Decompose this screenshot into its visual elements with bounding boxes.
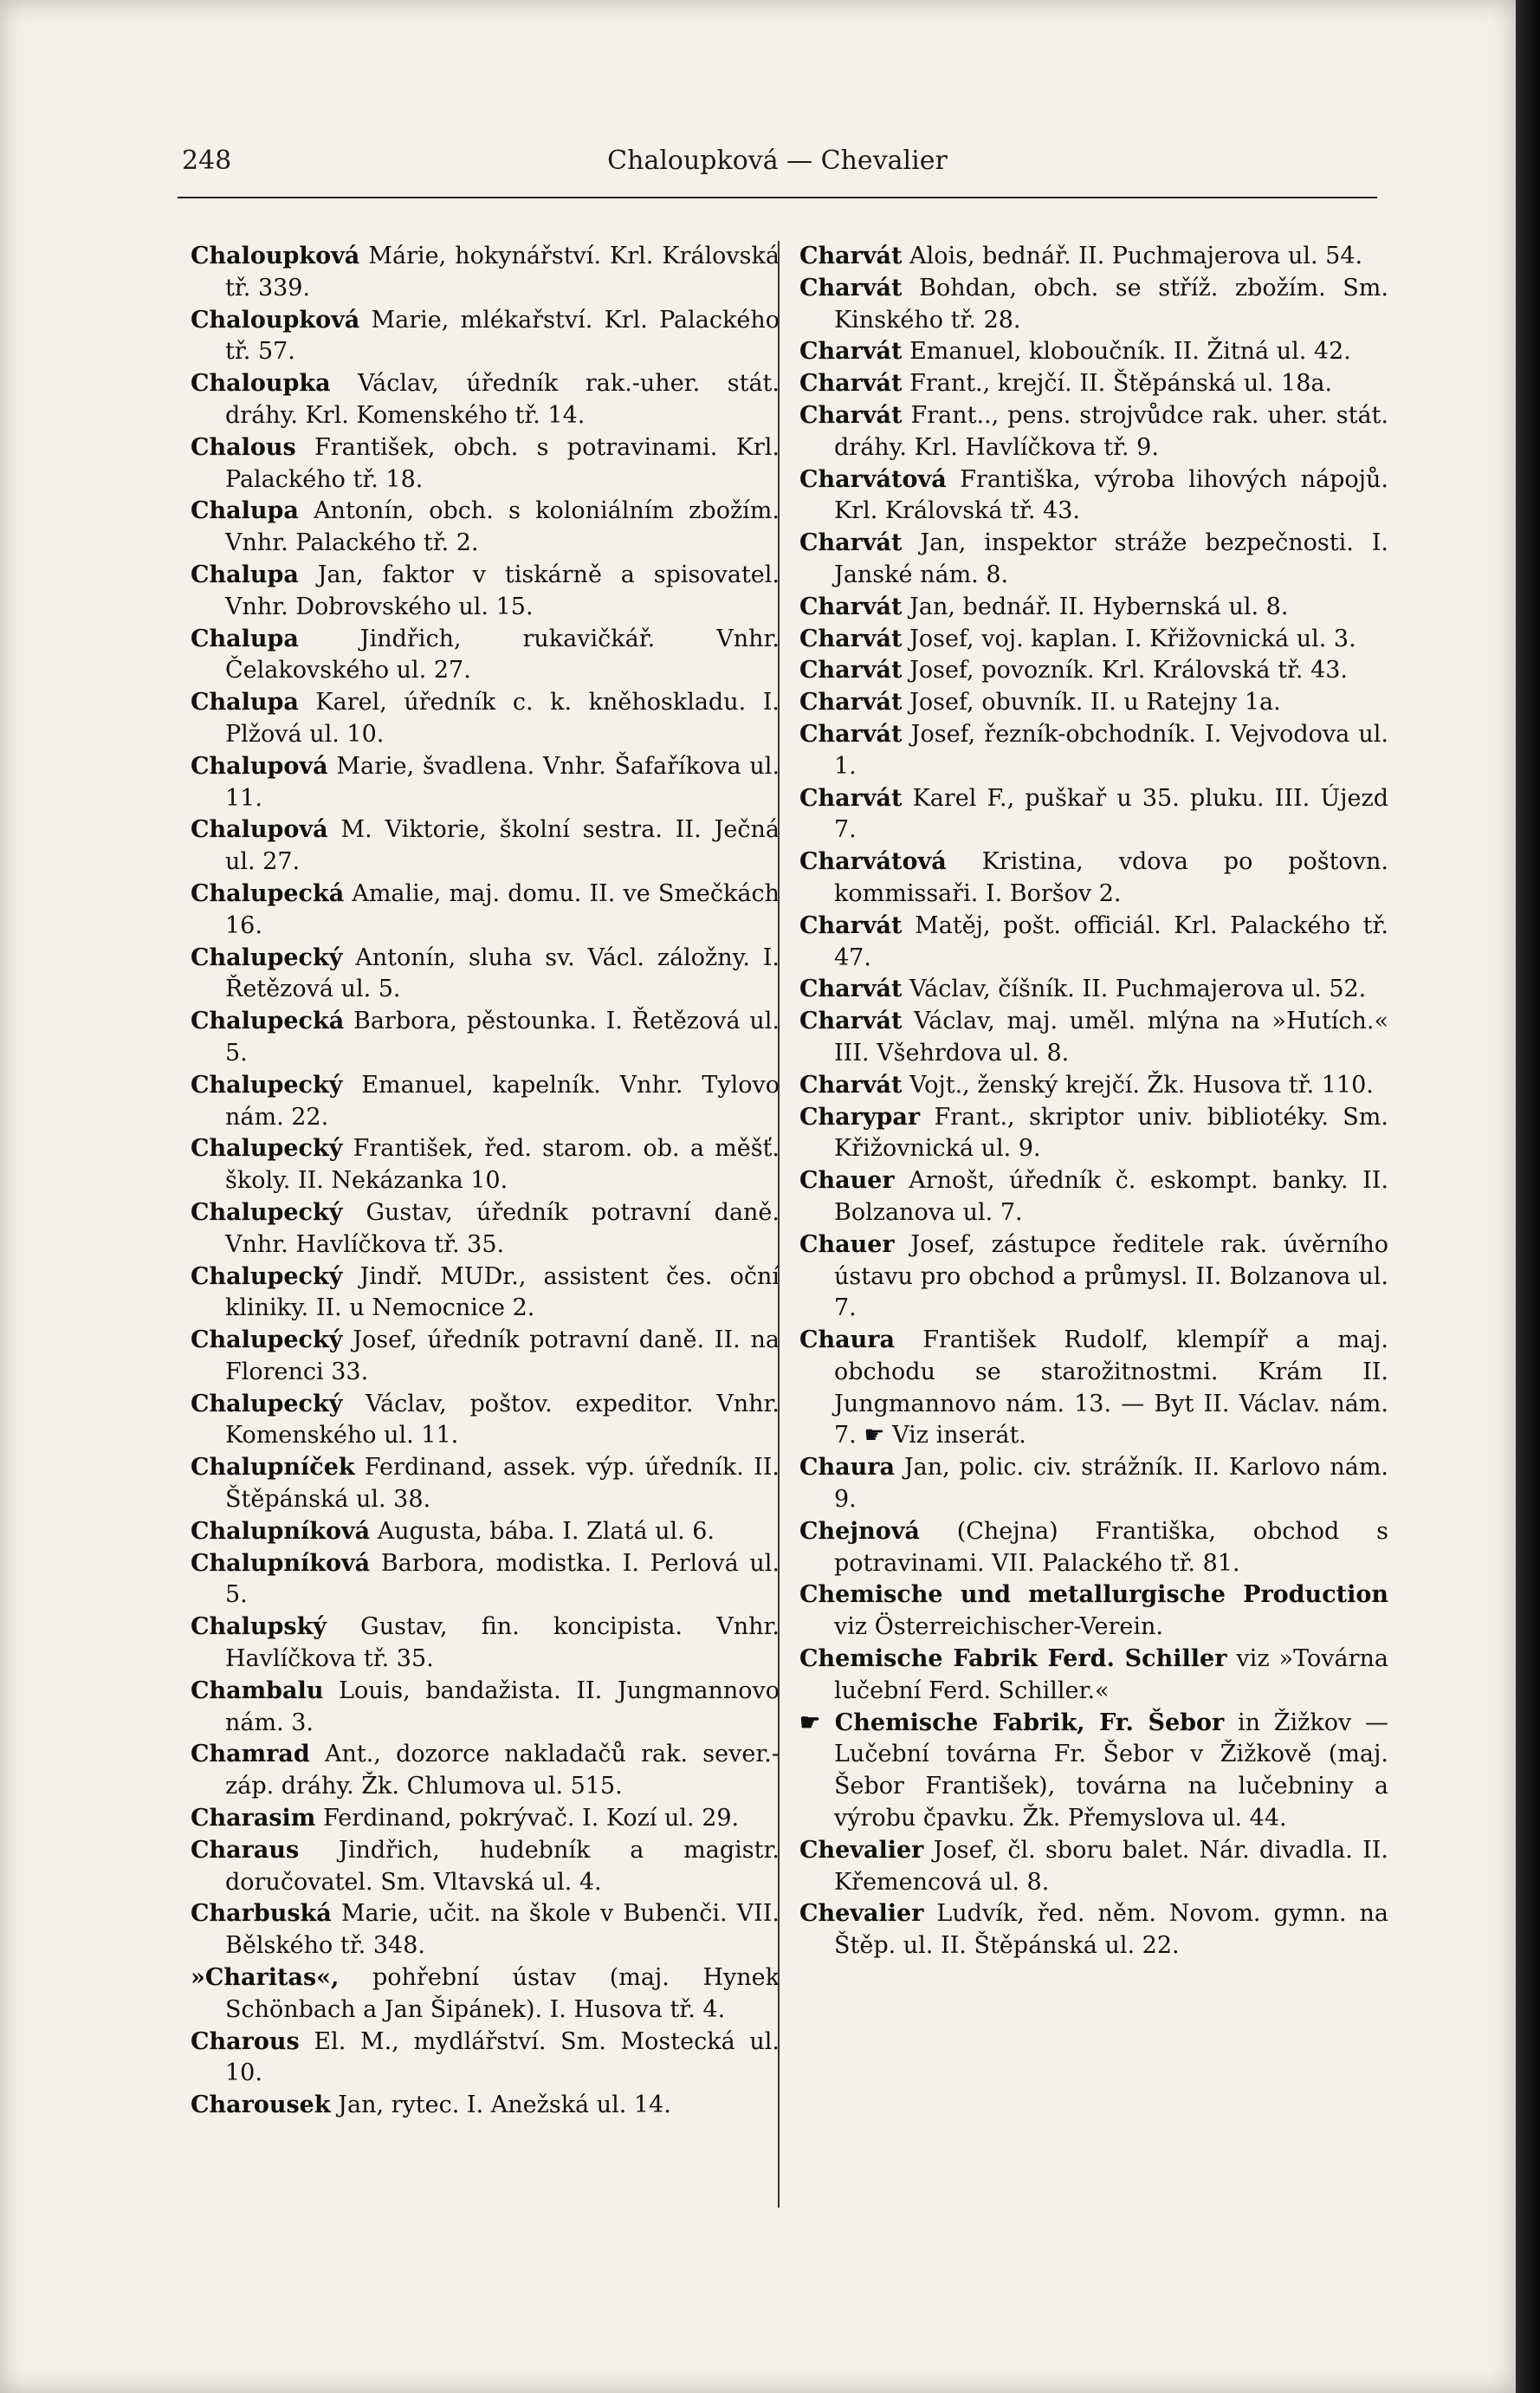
directory-entry	[191, 1452, 780, 1516]
entry-name: Charvát	[799, 529, 903, 557]
directory-entry	[191, 624, 780, 688]
directory-entry	[191, 1739, 780, 1803]
entry-details: Josef, obuvník. II. u Ratejny 1a.	[902, 689, 1281, 717]
entry-name: Chalupecká	[191, 879, 345, 907]
entry-name: Chauer	[799, 1167, 895, 1195]
entry-details: Frant.., pens. strojvůdce rak. uher. stát. dráhy. Krl. Havlíčkova tř. 9.	[834, 401, 1388, 461]
entry-name: Chevalier	[799, 1836, 924, 1864]
entry-name: Chalupecký	[191, 1198, 343, 1226]
entry-details: Josef, zástupce ředitele rak. úvěrního ústavu pro obchod a průmysl. II. Bolzanova ul. 7.	[834, 1230, 1388, 1322]
entry-details: Augusta, bába. I. Zlatá ul. 6.	[370, 1517, 715, 1545]
entry-name: Charaus	[191, 1836, 300, 1864]
entry-name: Chambalu	[191, 1676, 324, 1704]
entry-name: Charousek	[191, 2091, 331, 2119]
entry-details: Marie, mlékařství. Krl. Palackého tř. 57.	[225, 306, 780, 366]
entry-name: Chalupa	[191, 497, 299, 525]
directory-entry	[799, 273, 1388, 337]
page-header	[182, 146, 1373, 191]
entry-name: Chalupecký	[191, 1390, 343, 1417]
directory-entry	[191, 368, 780, 432]
entry-details: Vojt., ženský krejčí. Žk. Husova tř. 110.	[902, 1071, 1374, 1099]
entry-details: Antonín, sluha sv. Václ. záložny. I. Řetězová ul. 5.	[225, 944, 780, 1003]
entry-details: Matěj, pošt. officiál. Krl. Palackého tř. 47.	[834, 911, 1388, 971]
entry-details: Antonín, obch. s koloniálním zbožím. Vnhr. Palackého tř. 2.	[225, 497, 780, 557]
directory-entry	[799, 1644, 1388, 1708]
entry-name: Charvát	[799, 338, 903, 366]
book-gutter-edge	[1516, 0, 1540, 2393]
entry-name: Chalupecký	[191, 1326, 343, 1354]
entry-details: Josef, voj. kaplan. I. Křižovnická ul. 3.	[902, 625, 1356, 652]
entry-details: Karel, úředník c. k. kněhoskladu. I. Plžová ul. 10.	[225, 689, 780, 748]
entry-name: Chalupa	[191, 561, 299, 588]
entry-details: El. M., mydlářství. Sm. Mostecká ul. 10.	[225, 2027, 780, 2087]
entry-details: Ludvík, řed. něm. Novom. gymn. na Štěp. ul. II. Štěpánská ul. 22.	[834, 1900, 1388, 1960]
entry-details: M. Viktorie, školní sestra. II. Ječná ul. 27.	[225, 816, 780, 876]
entry-name: Charvát	[799, 625, 903, 652]
directory-entry	[191, 687, 780, 751]
entry-details: Josef, úředník potravní daně. II. na Florenci 33.	[225, 1326, 780, 1385]
entry-name: Chalupníková	[191, 1549, 371, 1577]
entry-name: Chalupa	[191, 689, 299, 717]
directory-entry	[191, 305, 780, 369]
directory-entry	[799, 974, 1388, 1006]
directory-entry	[191, 1261, 780, 1326]
directory-entry	[799, 464, 1388, 529]
directory-entry	[799, 783, 1388, 847]
pointing-hand-icon: ☛	[799, 1709, 835, 1736]
entry-details: Barbora, pěstounka. I. Řetězová ul. 5.	[225, 1008, 780, 1067]
entry-details: Amalie, maj. domu. II. ve Smečkách 16.	[225, 879, 780, 939]
directory-entry	[799, 1325, 1388, 1452]
entry-details: pohřební ústav (maj. Hynek Schönbach a Jan Šipánek). I. Husova tř. 4.	[225, 1964, 780, 2023]
entry-details: Jindřich, rukavičkář. Vnhr. Čelakovského ul. 27.	[225, 625, 780, 684]
page-number: 248	[182, 146, 232, 176]
entry-details: Louis, bandažista. II. Jungmannovo nám. 3.	[225, 1676, 780, 1736]
directory-entry	[799, 687, 1388, 719]
directory-entry	[191, 1070, 780, 1134]
entry-details: František, řed. starom. ob. a měšť. školy. II. Nekázanka 10.	[225, 1135, 780, 1195]
entry-details: Josef, čl. sboru balet. Nár. divadla. II. Křemencová ul. 8.	[834, 1836, 1388, 1896]
entry-name: Charvát	[799, 657, 903, 684]
entry-name: »Charitas«,	[191, 1964, 340, 1992]
directory-entry	[799, 336, 1388, 368]
entry-name: Chemische und metallurgische Production	[799, 1581, 1388, 1609]
directory-entry	[799, 1579, 1388, 1644]
entry-name: Chejnová	[799, 1517, 920, 1545]
right-column	[799, 241, 1388, 1962]
entry-name: Charvát	[799, 1071, 903, 1099]
directory-entry	[191, 1835, 780, 1899]
entry-name: Chalupa	[191, 625, 299, 652]
entry-details: Jan, inspektor stráže bezpečnosti. I. Janské nám. 8.	[834, 529, 1388, 588]
entry-name: Chalupníková	[191, 1517, 371, 1545]
entry-details: Gustav, fin. koncipista. Vnhr. Havlíčkova tř. 35.	[225, 1613, 780, 1673]
entry-details: Jan, bednář. II. Hybernská ul. 8.	[902, 593, 1289, 620]
directory-entry	[799, 1006, 1388, 1070]
directory-entry	[799, 624, 1388, 656]
entry-details: Jan, rytec. I. Anežská ul. 14.	[330, 2091, 671, 2119]
entry-name: Charvát	[799, 370, 903, 398]
entry-details: Gustav, úředník potravní daně. Vnhr. Havlíčkova tř. 35.	[225, 1198, 780, 1258]
directory-entry	[191, 1612, 780, 1676]
entry-details: Karel F., puškař u 35. pluku. III. Újezd 7.	[834, 784, 1388, 844]
directory-entry	[799, 592, 1388, 624]
directory-entry	[799, 719, 1388, 783]
entry-name: Chaloupková	[191, 243, 360, 269]
directory-entry	[799, 1708, 1388, 1835]
entry-name: Charvátová	[799, 848, 947, 876]
running-head: Chaloupková — Chevalier	[607, 146, 948, 176]
directory-entry	[191, 1516, 780, 1548]
left-column	[191, 241, 780, 2122]
directory-entry	[191, 560, 780, 624]
entry-name: Chalupský	[191, 1613, 327, 1641]
entry-details: Marie, učit. na škole v Bubenči. VII. Bělského tř. 348.	[225, 1900, 780, 1960]
directory-entry	[191, 1325, 780, 1389]
entry-name: Charvátová	[799, 465, 947, 493]
entry-name: Charypar	[799, 1103, 921, 1131]
entry-name: Chauer	[799, 1230, 895, 1258]
directory-entry	[799, 1452, 1388, 1516]
entry-name: Chalupecký	[191, 1071, 343, 1099]
entry-details: František Rudolf, klempíř a maj. obchodu se starožitnostmi. Krám II. Jungmannovo nám. 13. — Byt II. Václav. nám. 7. ☛ Viz inserát.	[834, 1326, 1388, 1449]
entry-details: in Žižkov — Lučební továrna Fr. Šebor v Žižkově (maj. Šebor František), továrna na lučebniny a výrobu čpavku. Žk. Přemyslova ul. 44.	[834, 1709, 1388, 1832]
entry-name: Chalupecký	[191, 1135, 343, 1163]
directory-entry	[799, 1898, 1388, 1962]
directory-entry	[191, 1006, 780, 1070]
entry-details: Bohdan, obch. se stříž. zbožím. Sm. Kinského tř. 28.	[834, 274, 1388, 334]
entry-name: Chaura	[799, 1454, 895, 1482]
entry-name: Chalupecká	[191, 1008, 345, 1035]
entry-name: Chevalier	[799, 1900, 924, 1928]
entry-details: Ferdinand, assek. výp. úředník. II. Štěpánská ul. 38.	[225, 1454, 780, 1514]
directory-entry	[191, 1676, 780, 1740]
entry-details: Václav, číšník. II. Puchmajerova ul. 52.	[902, 976, 1367, 1003]
entry-name: Charvát	[799, 593, 903, 620]
entry-details: Márie, hokynářství. Krl. Královská tř. 339.	[225, 243, 780, 302]
directory-entry	[191, 1962, 780, 2027]
entry-details: Josef, povozník. Krl. Královská tř. 43.	[902, 657, 1349, 684]
entry-details: Kristina, vdova po poštovn. kommissaři. I. Boršov 2.	[834, 848, 1388, 907]
directory-entry	[191, 879, 780, 943]
directory-entry	[191, 496, 780, 560]
entry-details: Václav, poštov. expeditor. Vnhr. Komenského ul. 11.	[225, 1390, 780, 1449]
header-rule	[178, 197, 1377, 198]
entry-name: Charvát	[799, 911, 903, 939]
entry-name: Chamrad	[191, 1741, 310, 1768]
entry-name: Charvát	[799, 720, 903, 748]
entry-name: Charous	[191, 2027, 300, 2055]
entry-details: Jan, faktor v tiskárně a spisovatel. Vnhr. Dobrovského ul. 15.	[225, 561, 780, 620]
entry-details: viz Österreichischer-Verein.	[834, 1613, 1163, 1641]
entry-details: Frant., skriptor univ. bibliotéky. Sm. Křižovnická ul. 9.	[834, 1103, 1388, 1163]
entry-details: František, obch. s potravinami. Krl. Palackého tř. 18.	[225, 433, 780, 493]
entry-details: Václav, maj. uměl. mlýna na »Hutích.« III. Všehrdova ul. 8.	[834, 1008, 1388, 1067]
directory-entry	[799, 846, 1388, 911]
directory-entry	[191, 1803, 780, 1835]
directory-entry	[191, 943, 780, 1007]
directory-entry	[191, 1133, 780, 1197]
entry-name: Chaura	[799, 1326, 895, 1354]
directory-entry	[799, 1102, 1388, 1166]
directory-entry	[191, 2027, 780, 2091]
directory-entry	[799, 368, 1388, 400]
entry-name: Chalupová	[191, 752, 328, 780]
entry-details: Jindř. MUDr., assistent čes. oční kliniky. II. u Nemocnice 2.	[225, 1262, 780, 1322]
entry-details: viz »Továrna lučební Ferd. Schiller.«	[834, 1645, 1388, 1704]
entry-name: Charvát	[799, 401, 903, 429]
entry-details: Emanuel, kapelník. Vnhr. Tylovo nám. 22.	[225, 1071, 780, 1131]
directory-entry	[799, 1070, 1388, 1102]
entry-details: (Chejna) Františka, obchod s potravinami. VII. Palackého tř. 81.	[834, 1517, 1388, 1577]
entry-name: Chaloupka	[191, 370, 331, 398]
directory-entry	[191, 814, 780, 879]
entry-details: Arnošt, úředník č. eskompt. banky. II. Bolzanova ul. 7.	[834, 1167, 1388, 1226]
directory-entry	[799, 1165, 1388, 1229]
directory-entry	[191, 241, 780, 305]
directory-entry	[191, 2090, 780, 2122]
entry-details: Barbora, modistka. I. Perlová ul. 5.	[225, 1549, 780, 1609]
directory-entry	[191, 751, 780, 815]
entry-name: Chalous	[191, 433, 296, 461]
entry-details: Ferdinand, pokrývač. I. Kozí ul. 29.	[315, 1805, 740, 1832]
entry-details: Jan, polic. civ. strážník. II. Karlovo nám. 9.	[834, 1454, 1388, 1514]
directory-entry	[799, 1516, 1388, 1580]
directory-entry	[799, 528, 1388, 592]
entry-name: Charvát	[799, 243, 903, 269]
entry-details: Frant., krejčí. II. Štěpánská ul. 18a.	[902, 370, 1333, 398]
entry-name: Charvát	[799, 274, 903, 302]
entry-name: Charvát	[799, 689, 903, 717]
entry-name: Charvát	[799, 976, 903, 1003]
entry-name: Charvát	[799, 1008, 903, 1035]
directory-entry	[799, 911, 1388, 975]
directory-entry	[799, 655, 1388, 687]
directory-entry	[799, 241, 1388, 273]
entry-name: Charvát	[799, 784, 903, 812]
directory-entry	[191, 1898, 780, 1962]
entry-details: Václav, úředník rak.-uher. stát. dráhy. Krl. Komenského tř. 14.	[225, 370, 780, 429]
entry-details: Emanuel, kloboučník. II. Žitná ul. 42.	[902, 338, 1351, 366]
directory-entry	[191, 1389, 780, 1453]
entry-details: Jindřich, hudebník a magistr. doručovatel. Sm. Vltavská ul. 4.	[225, 1836, 780, 1896]
entry-name: Chalupecký	[191, 1262, 343, 1290]
entry-details: Františka, výroba lihových nápojů. Krl. Královská tř. 43.	[834, 465, 1388, 525]
entry-name: Chalupecký	[191, 944, 343, 971]
directory-entry	[799, 1229, 1388, 1325]
entry-details: Josef, řezník-obchodník. I. Vejvodova ul. 1.	[834, 720, 1388, 780]
entry-name: Chemische Fabrik Ferd. Schiller	[799, 1645, 1227, 1673]
directory-entry	[191, 1197, 780, 1261]
entry-details: Alois, bednář. II. Puchmajerova ul. 54.	[902, 243, 1363, 269]
entry-name: Charasim	[191, 1805, 316, 1832]
entry-name: Charbuská	[191, 1900, 332, 1928]
entry-details: Ant., dozorce nakladačů rak. sever.-záp. dráhy. Žk. Chlumova ul. 515.	[225, 1741, 780, 1800]
entry-details: Marie, švadlena. Vnhr. Šafaříkova ul. 11.	[225, 752, 780, 812]
directory-entry	[799, 1835, 1388, 1899]
column-divider	[778, 241, 780, 2208]
entry-name: Chalupníček	[191, 1454, 355, 1482]
directory-entry	[799, 400, 1388, 464]
entry-name: Chaloupková	[191, 306, 360, 334]
directory-entry	[191, 432, 780, 496]
entry-name: Chalupová	[191, 816, 328, 844]
entry-name: Chemische Fabrik, Fr. Šebor	[834, 1709, 1225, 1736]
directory-entry	[191, 1548, 780, 1612]
